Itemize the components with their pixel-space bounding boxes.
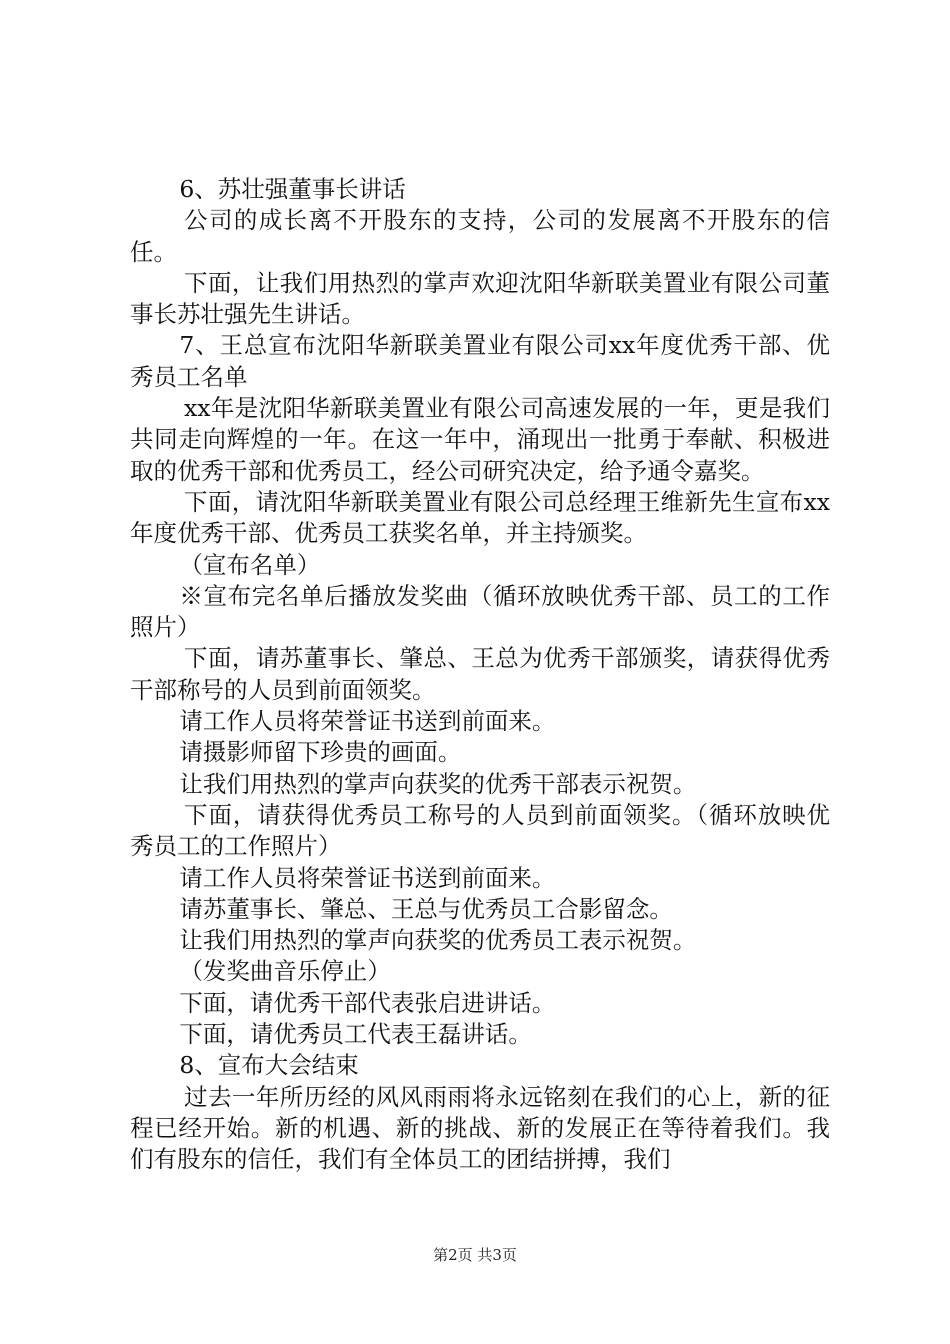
body-paragraph: 请摄影师留下珍贵的画面。 <box>179 738 462 767</box>
section-heading-6: 6、苏壮强董事长讲话 <box>179 175 406 203</box>
body-paragraph: 请苏董事长、肇总、王总与优秀员工合影留念。 <box>179 894 673 923</box>
body-paragraph: 下面，请优秀员工代表王磊讲话。 <box>179 1020 532 1049</box>
body-paragraph: 下面，请优秀干部代表张启进讲话。 <box>179 988 556 1017</box>
body-paragraph: 下面，让我们用热烈的掌声欢迎沈阳华新联美置业有限公司董事长苏壮强先生讲话。 <box>130 268 830 329</box>
body-paragraph: 下面，请获得优秀员工称号的人员到前面领奖。（循环放映优秀员工的工作照片） <box>130 800 830 861</box>
stage-note: （宣布名单） <box>179 550 321 579</box>
stage-note: （发奖曲音乐停止） <box>179 957 391 986</box>
body-paragraph: 下面，请苏董事长、肇总、王总为优秀干部颁奖，请获得优秀干部称号的人员到前面领奖。 <box>130 644 830 704</box>
stage-note: ※宣布完名单后播放发奖曲（循环放映优秀干部、员工的工作照片） <box>130 581 830 642</box>
body-paragraph: 请工作人员将荣誉证书送到前面来。 <box>179 707 556 736</box>
section-heading-8: 8、宣布大会结束 <box>179 1051 359 1080</box>
body-paragraph: 让我们用热烈的掌声向获奖的优秀干部表示祝贺。 <box>179 769 697 798</box>
body-paragraph: 公司的成长离不开股东的支持，公司的发展离不开股东的信任。 <box>130 206 830 266</box>
document-body <box>130 174 830 1176</box>
body-paragraph: 下面，请沈阳华新联美置业有限公司总经理王维新先生宣布xx年度优秀干部、优秀员工获奖名单，并主持颁奖。 <box>130 487 830 548</box>
body-paragraph: xx年是沈阳华新联美置业有限公司高速发展的一年，更是我们共同走向辉煌的一年。在这一年中，涌现出一批勇于奉献、积极进取的优秀干部和优秀员工，经公司研究决定，给予通令嘉奖。 <box>130 394 830 485</box>
page-number: 第2页 共3页 <box>433 1246 517 1264</box>
section-heading-7: 7、王总宣布沈阳华新联美置业有限公司xx年度优秀干部、优秀员工名单 <box>130 331 830 391</box>
body-paragraph: 请工作人员将荣誉证书送到前面来。 <box>179 863 556 892</box>
body-paragraph: 过去一年所历经的风风雨雨将永远铭刻在我们的心上，新的征程已经开始。新的机遇、新的挑战、新的发展正在等待着我们。我们有股东的信任，我们有全体员工的团结拼搏，我们 <box>130 1082 830 1174</box>
body-paragraph: 让我们用热烈的掌声向获奖的优秀员工表示祝贺。 <box>179 926 697 955</box>
